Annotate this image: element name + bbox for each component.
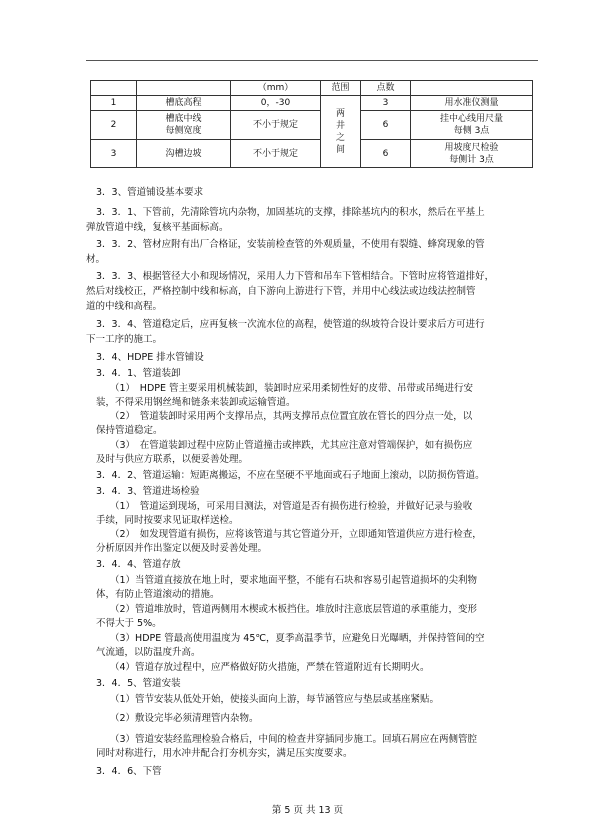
- table-cell: [411, 81, 533, 96]
- list-line: （1） 管道运到现场，可采用目测法，对管道是否有损伤进行检验，并做好记录与验收: [110, 501, 473, 512]
- subsection-heading: 3．4．3、管道进场检验: [96, 486, 200, 497]
- range-char: 两: [335, 108, 345, 119]
- subsection-heading: 3．4．1、管道装卸: [96, 368, 181, 379]
- check-method: [411, 140, 533, 168]
- list-line: 分析原因并作出鉴定以便及时妥善处理。: [96, 543, 268, 554]
- list-line: （3） 在管道装卸过程中应防止管道撞击或摔跌，尤其应注意对管端保护，如有损伤应: [110, 440, 473, 451]
- inspection-table: [90, 80, 533, 168]
- list-line: （2）管道堆放时，管道两侧用木楔或木板挡住。堆放时注意底层管道的承重能力，变形: [110, 604, 478, 615]
- item-name: 槽底高程: [137, 96, 231, 111]
- paragraph-line: 3．3．1、下管前，先清除管坑内杂物，加固基坑的支撑，排除基坑内的积水，然后在平基上: [96, 207, 485, 218]
- table-header-row: [91, 81, 533, 96]
- method-line: 挂中心线用尺量: [439, 114, 503, 124]
- list-line: （2） 管道装卸时采用两个支撑吊点，其两支撑吊点位置宜放在管长的四分点一处，以: [110, 411, 473, 422]
- row-number: 1: [91, 96, 137, 111]
- table-cell: 范围: [321, 81, 361, 96]
- subsection-heading: 3．4．2、管道运输：短距离搬运，不应在坚硬不平地面或石子地面上滚动，以防损伤管道。: [96, 470, 485, 481]
- row-number: 2: [91, 111, 137, 140]
- range-char: 之: [335, 132, 345, 143]
- table-cell: （mm）: [231, 81, 321, 96]
- point-count: 6: [361, 111, 411, 140]
- paragraph-line: 材。: [86, 254, 106, 265]
- list-line: （2）敷设完毕必须清理管内杂物。: [110, 713, 259, 724]
- allowed-value: 不小于规定: [231, 140, 321, 168]
- subsection-heading: 3．4．4、管道存放: [96, 559, 181, 570]
- list-line: （4）管道存放过程中，应严格做好防火措施，严禁在管道附近有长期明火。: [110, 662, 430, 673]
- list-line: 气流通，以防温度升高。: [96, 647, 201, 658]
- check-method: 用水准仪测量: [411, 96, 533, 111]
- paragraph-line: 3．3．4、管道稳定后，应再复核一次流水位的高程，使管道的纵坡符合设计要求后方可进行: [96, 319, 485, 330]
- row-number: 3: [91, 140, 137, 168]
- list-line: 保持管道稳定。: [96, 425, 163, 436]
- list-line: 不得大于 5%。: [96, 618, 162, 629]
- paragraph-line: 然后对线校正，严格控制中线和标高，自下游向上游进行下管，并用中心线法或边线法控制管: [86, 286, 476, 297]
- paragraph-line: 道的中线和高程。: [86, 301, 163, 312]
- list-line: （1）当管道直接放在地上时，要求地面平整，不能有石块和容易引起管道损坏的尖利物: [110, 575, 478, 586]
- item-line: 槽底中线: [165, 114, 202, 124]
- method-line: 用坡度尺检验: [444, 142, 499, 153]
- range-char: 井: [335, 120, 345, 131]
- allowed-value: 不小于规定: [231, 111, 321, 140]
- item-name: [137, 111, 231, 140]
- range-cell: [321, 96, 361, 168]
- paragraph-line: 3．3．2、管材应附有出厂合格证，安装前检查管的外观质量，不使用有裂缝、蜂窝现象的管: [96, 239, 485, 250]
- table-row: [91, 111, 533, 140]
- point-count: 3: [361, 96, 411, 111]
- subsection-heading: 3．4．5、管道安装: [96, 678, 181, 689]
- header-rule: [86, 60, 538, 61]
- list-line: （1）管节安装从低处开始，使接头面向上游，每节涵管应与垫层或基座紧贴。: [110, 694, 440, 705]
- allowed-value: 0，-30: [231, 96, 321, 111]
- section-heading: 3．3、管道铺设基本要求: [96, 187, 204, 198]
- point-count: 6: [361, 140, 411, 168]
- list-line: 及时与供应方联系，以便妥善处理。: [96, 454, 249, 465]
- section-heading: 3．4、HDPE 排水管铺设: [96, 352, 204, 363]
- table-row: [91, 96, 533, 111]
- method-line: 每侧计 3点: [449, 154, 494, 165]
- list-line: （2） 如发现管道有损伤，应将该管道与其它管道分开，立即通知管道供应方进行检查，: [110, 529, 482, 540]
- list-line: 同时对称进行，用水冲井配合打夯机夯实，满足压实度要求。: [96, 748, 353, 759]
- list-line: （3）管道安装经监理检验合格后，中间的检查井穿插同步施工。回填石屑应在两侧管腔: [110, 734, 478, 745]
- paragraph-line: 3．3．3、根据管径大小和现场情况，采用人力下管和吊车下管相结合。下管时应将管道排好，: [96, 271, 495, 282]
- list-line: （3）HDPE 管最高使用温度为 45℃，夏季高温季节，应避免日光曝晒，并保持管间的空: [110, 633, 485, 644]
- table-cell: [137, 81, 231, 96]
- item-line: 每侧宽度: [165, 126, 202, 136]
- list-line: 手续，同时按要求见证取样送检。: [96, 515, 239, 526]
- range-char: 间: [335, 144, 345, 155]
- item-name: 沟槽边坡: [137, 140, 231, 168]
- table-cell: 点数: [361, 81, 411, 96]
- page-number-footer: 第 5 页 共 13 页: [271, 805, 344, 816]
- list-line: （1） HDPE 管主要采用机械装卸，装卸时应采用柔韧性好的皮带、吊带或吊绳进行安: [110, 383, 474, 394]
- table-cell: [91, 81, 137, 96]
- list-line: 装，不得采用钢丝绳和链条来装卸或运输管道。: [96, 397, 296, 408]
- list-line: 体，有防止管道滚动的措施。: [96, 589, 220, 600]
- method-line: 每侧 3点: [453, 126, 490, 136]
- paragraph-line: 下一工序的施工。: [86, 334, 163, 345]
- check-method: [411, 111, 533, 140]
- table-row: [91, 140, 533, 168]
- paragraph-line: 弹放管道中线，复核平基面标高。: [86, 222, 229, 233]
- subsection-heading: 3．4．6、下管: [96, 766, 162, 777]
